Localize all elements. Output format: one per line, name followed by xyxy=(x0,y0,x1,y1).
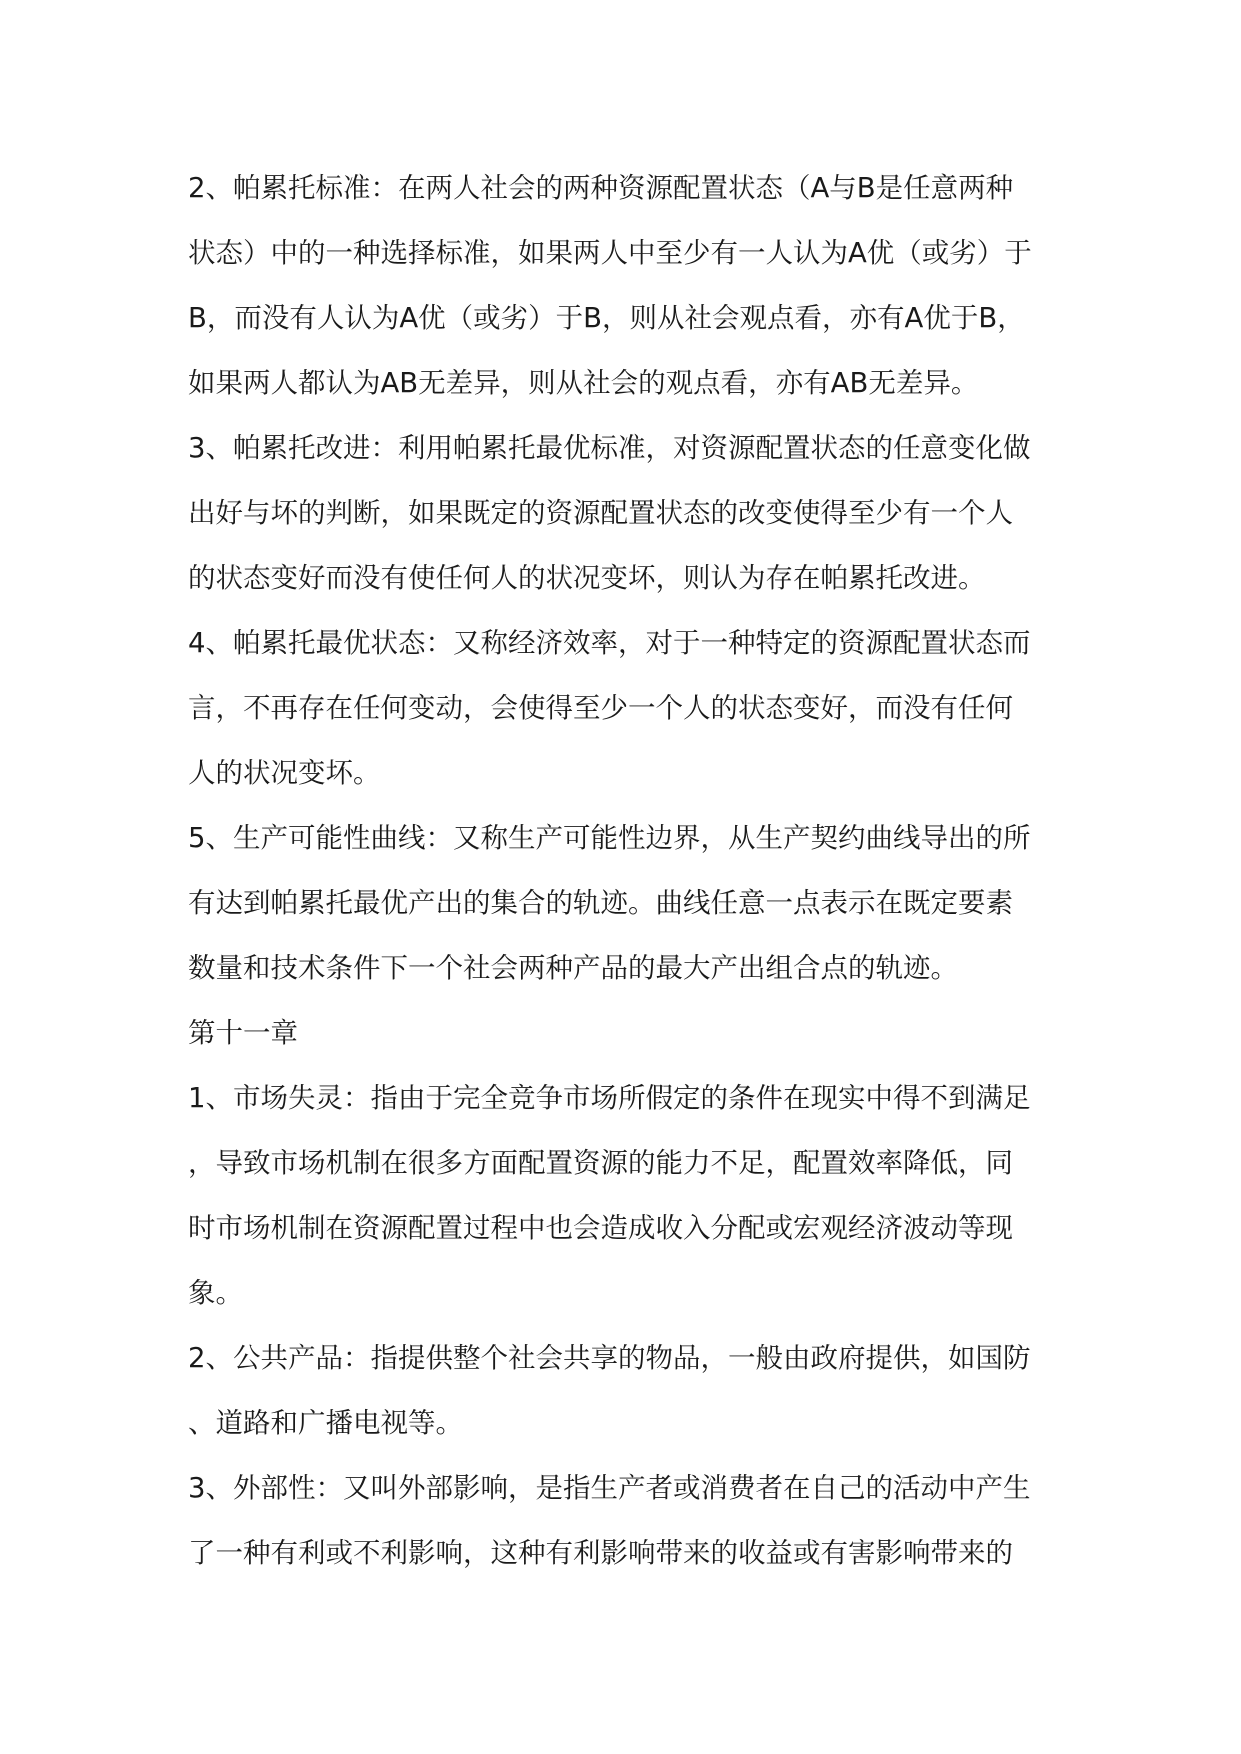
text-line: 1、市场失灵：指由于完全竞争市场所假定的条件在现实中得不到满足 xyxy=(188,1082,1031,1114)
text-line: 象。 xyxy=(188,1277,243,1309)
text-line: 2、公共产品：指提供整个社会共享的物品，一般由政府提供，如国防 xyxy=(188,1342,1031,1374)
text-line: B，而没有人认为A优（或劣）于B，则从社会观点看，亦有A优于B， xyxy=(188,302,1025,334)
text-line: ，导致市场机制在很多方面配置资源的能力不足，配置效率降低，同 xyxy=(188,1147,1013,1179)
text-line: 出好与坏的判断，如果既定的资源配置状态的改变使得至少有一个人 xyxy=(188,497,1013,529)
text-line: 了一种有利或不利影响，这种有利影响带来的收益或有害影响带来的 xyxy=(188,1537,1013,1569)
text-line: 言，不再存在任何变动，会使得至少一个人的状态变好，而没有任何 xyxy=(188,692,1013,724)
text-line: 、道路和广播电视等。 xyxy=(188,1407,463,1439)
text-line: 5、生产可能性曲线：又称生产可能性边界，从生产契约曲线导出的所 xyxy=(188,822,1031,854)
text-line: 数量和技术条件下一个社会两种产品的最大产出组合点的轨迹。 xyxy=(188,952,958,984)
text-line: 状态）中的一种选择标准，如果两人中至少有一人认为A优（或劣）于 xyxy=(188,237,1032,269)
document-body xyxy=(188,156,1068,1586)
text-line: 人的状况变坏。 xyxy=(188,757,381,789)
text-line: 如果两人都认为AB无差异，则从社会的观点看，亦有AB无差异。 xyxy=(188,367,979,399)
text-line: 3、外部性：又叫外部影响，是指生产者或消费者在自己的活动中产生 xyxy=(188,1472,1031,1504)
text-line: 的状态变好而没有使任何人的状况变坏，则认为存在帕累托改进。 xyxy=(188,562,986,594)
text-line: 2、帕累托标准：在两人社会的两种资源配置状态（A与B是任意两种 xyxy=(188,172,1014,204)
text-line: 时市场机制在资源配置过程中也会造成收入分配或宏观经济波动等现 xyxy=(188,1212,1013,1244)
text-line: 4、帕累托最优状态：又称经济效率，对于一种特定的资源配置状态而 xyxy=(188,627,1031,659)
text-line: 有达到帕累托最优产出的集合的轨迹。曲线任意一点表示在既定要素 xyxy=(188,887,1013,919)
chapter-heading: 第十一章 xyxy=(188,1017,298,1049)
text-line: 3、帕累托改进：利用帕累托最优标准，对资源配置状态的任意变化做 xyxy=(188,432,1031,464)
